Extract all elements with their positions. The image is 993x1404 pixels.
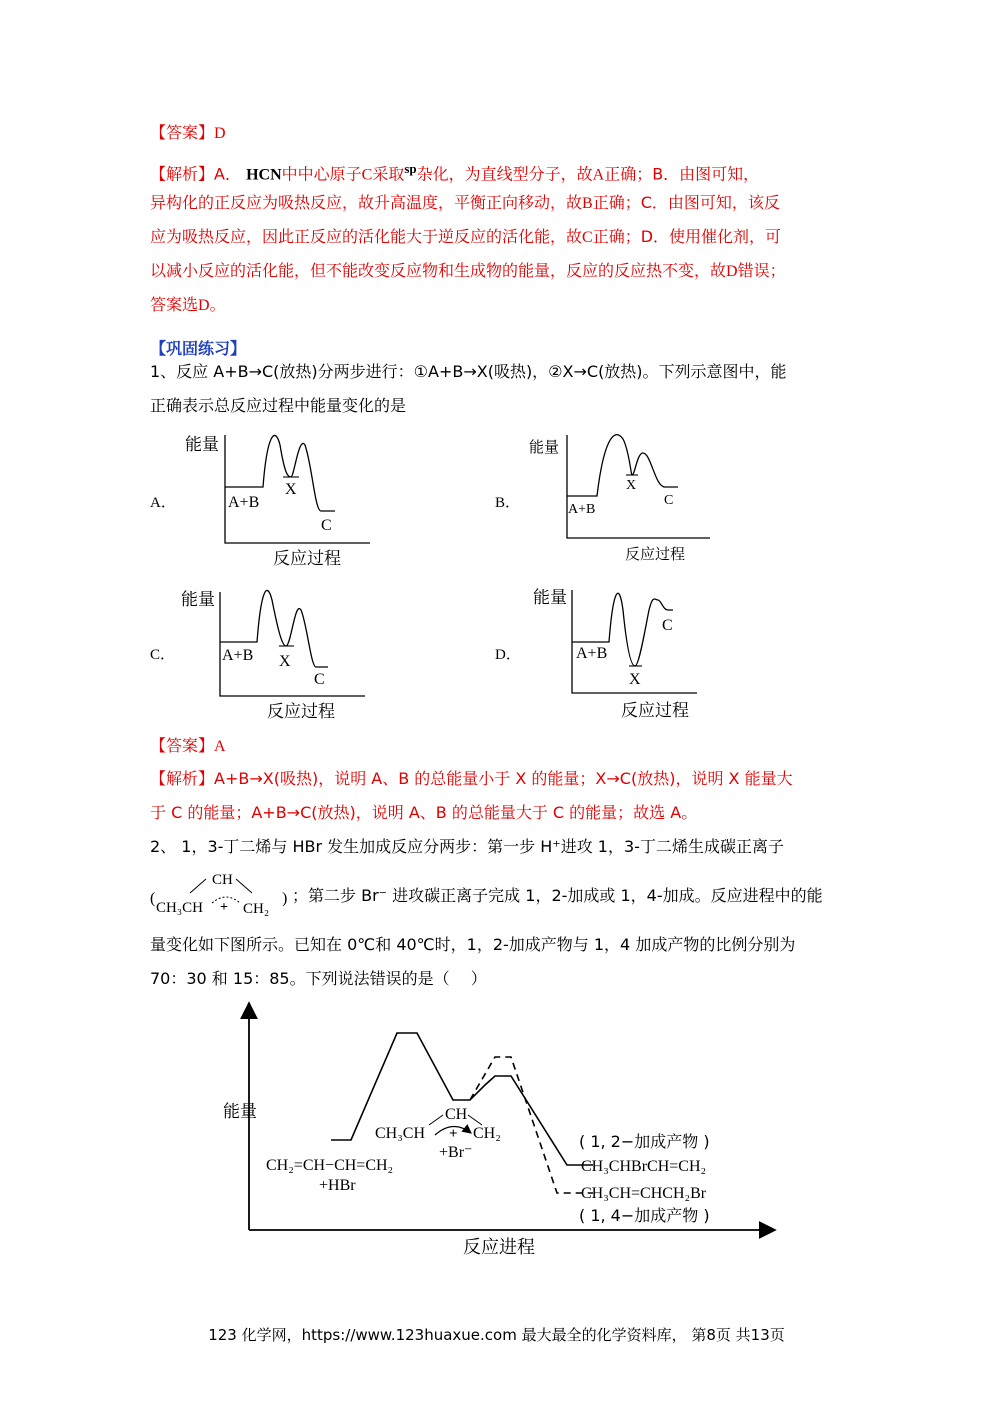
text-span: C <box>361 166 373 184</box>
intermediate-right: CH₂ <box>473 1125 501 1142</box>
text-span: D <box>198 297 210 314</box>
reactant-label: CH₂=CH−CH=CH₂ <box>266 1157 394 1174</box>
cation-charge: + <box>220 900 228 915</box>
text-span: 应为吸热反应，因此正反应的活化能大于逆反应的活化能，故 <box>150 227 583 246</box>
reagent-label: +HBr <box>319 1177 356 1194</box>
energy-diagram-a <box>175 425 375 575</box>
x-axis-label: 反应过程 <box>273 549 341 569</box>
text-span: 。 <box>209 295 226 314</box>
question-1-line-2: 正确表示总反应过程中能量变化的是 <box>150 396 407 415</box>
y-axis-label-top: 能量 <box>223 1102 257 1122</box>
product-label: C <box>664 493 674 508</box>
text-span: 答案选 <box>150 295 199 314</box>
intermediate-label: X <box>279 653 291 670</box>
analysis-label: 【解析】 <box>150 164 215 184</box>
text-span: C <box>582 229 593 246</box>
text-span: B <box>582 195 593 212</box>
formula-hcn: HCN <box>246 166 282 184</box>
text-span: A． <box>214 164 241 184</box>
answer-value: D <box>214 125 226 142</box>
answer-label: 【答案】 <box>150 736 215 755</box>
bond-right <box>236 879 252 893</box>
answer-label: 【答案】 <box>150 123 215 142</box>
analysis-line-5 <box>150 295 850 316</box>
bromide-label: +Br⁻ <box>439 1144 473 1161</box>
energy-curve <box>567 435 678 496</box>
intermediate-label: X <box>629 671 641 688</box>
intermediate-charge: + <box>449 1126 458 1142</box>
text-span: 正确；C．由图可知，该反 <box>592 193 780 212</box>
text-span: 以减小反应的活化能，但不能改变反应物和生成物的能量，反应的反应热不变，故 <box>150 261 727 280</box>
cation-left: CH₃CH <box>156 900 203 916</box>
bond-left <box>190 879 206 893</box>
y-axis-label: 能量 <box>181 590 215 610</box>
question-2-line-1: 2、 1，3-丁二烯与 HBr 发生加成反应分两步：第一步 H⁺进攻 1，3-丁二烯生成碳正离子 <box>150 837 784 856</box>
text-span: 异构化的正反应为吸热反应，故升高温度，平衡正向移动，故 <box>150 193 583 212</box>
product-1-2-caption: ( 1, 2−加成产物 ) <box>579 1132 710 1151</box>
product-1-2-formula: CH₃CHBrCH=CH₂ <box>581 1158 707 1175</box>
option-a-label: A． <box>150 495 176 511</box>
carbocation-structure <box>148 867 288 922</box>
text-span: 采取 <box>372 164 405 184</box>
y-axis-label: 能量 <box>533 588 567 608</box>
question-2-line-2: ；第二步 Br⁻ 进攻碳正离子完成 1，2-加成或 1，4-加成。反应进程中的能 <box>292 886 823 905</box>
text-span: 正确；B．由图可知， <box>604 164 760 184</box>
axes <box>220 592 365 696</box>
energy-diagram-b <box>525 425 715 575</box>
intermediate-left: CH₃CH <box>375 1125 426 1142</box>
answer-line-1 <box>150 123 850 144</box>
text-span: A <box>592 166 605 184</box>
intermediate-label: X <box>626 478 637 493</box>
text-span: A+B→X(吸热)，说明 A、B 的总能量小于 X 的能量；X→C(放热)，说明 X 能量大 <box>214 769 793 788</box>
reactant-label: A+B <box>222 647 254 664</box>
option-c-label: C． <box>150 647 176 663</box>
section-heading: 【巩固练习】 <box>150 339 247 358</box>
option-d-label: D． <box>495 647 521 663</box>
y-axis-label: 能量 <box>185 435 219 455</box>
analysis-line-1 <box>150 159 850 185</box>
text-span: 中中心原子 <box>281 164 362 184</box>
question-1-line-1: 1、反应 A+B→C(放热)分两步进行：①A+B→X(吸热)，②X→C(放热)。下列示意图中，能 <box>150 362 787 381</box>
intermediate-label: X <box>285 481 297 498</box>
analysis-line-4 <box>150 261 850 282</box>
x-axis-label: 反应过程 <box>267 702 335 722</box>
answer-line-2 <box>150 736 850 757</box>
question-2-line-4: 70：30 和 15：85。下列说法错误的是（ ） <box>150 969 487 988</box>
reactant-label: A+B <box>228 494 260 511</box>
reactant-label: A+B <box>568 502 596 517</box>
product-label: C <box>662 617 673 634</box>
analysis-label: 【解析】 <box>150 769 215 788</box>
axes <box>567 435 710 538</box>
text-span: 杂化，为直线型分子，故 <box>416 164 593 184</box>
analysis-2-line-2: 于 C 的能量；A+B→C(放热)，说明 A、B 的总能量大于 C 的能量；故选 A。 <box>150 803 698 822</box>
x-axis-label: 反应进程 <box>463 1237 535 1258</box>
cation-ch: CH <box>212 872 233 888</box>
text-span: 正确；D．使用催化剂，可 <box>592 227 782 246</box>
product-label: C <box>314 671 325 688</box>
product-label: C <box>321 517 332 534</box>
option-b-label: B． <box>495 495 521 511</box>
formula-sp: sp <box>404 161 417 176</box>
paren-right: ) <box>282 890 288 907</box>
energy-diagram-c <box>175 580 375 730</box>
text-span: D <box>726 263 738 280</box>
y-axis-label: 能量 <box>529 438 560 456</box>
bond-left <box>429 1115 443 1125</box>
question-2-line-3: 量变化如下图所示。已知在 0℃和 40℃时，1，2-加成产物与 1，4 加成产物的比例分别为 <box>150 935 796 954</box>
axes <box>225 435 370 543</box>
answer-value: A <box>214 738 226 755</box>
reactant-label: A+B <box>576 645 608 662</box>
cation-right: CH₂ <box>243 901 270 917</box>
intermediate-ch: CH <box>445 1106 468 1123</box>
analysis-line-2 <box>150 193 850 214</box>
text-span: 错误； <box>737 261 786 280</box>
page-footer: 123 化学网，https://www.123huaxue.com 最大最全的化学资料库， 第8页 共13页 <box>208 1326 785 1344</box>
paren-left: ( <box>150 890 156 907</box>
x-axis-label: 反应过程 <box>625 545 686 563</box>
product-1-4-formula: CH₃CH=CHCH₂Br <box>581 1185 707 1202</box>
bond-right <box>468 1115 482 1125</box>
energy-diagram-d <box>525 580 715 730</box>
reaction-energy-diagram <box>215 995 785 1265</box>
product-1-4-caption: ( 1, 4−加成产物 ) <box>579 1206 710 1225</box>
analysis-line-3 <box>150 227 850 248</box>
analysis-2-line-1 <box>150 769 850 789</box>
x-axis-label: 反应过程 <box>621 701 689 721</box>
